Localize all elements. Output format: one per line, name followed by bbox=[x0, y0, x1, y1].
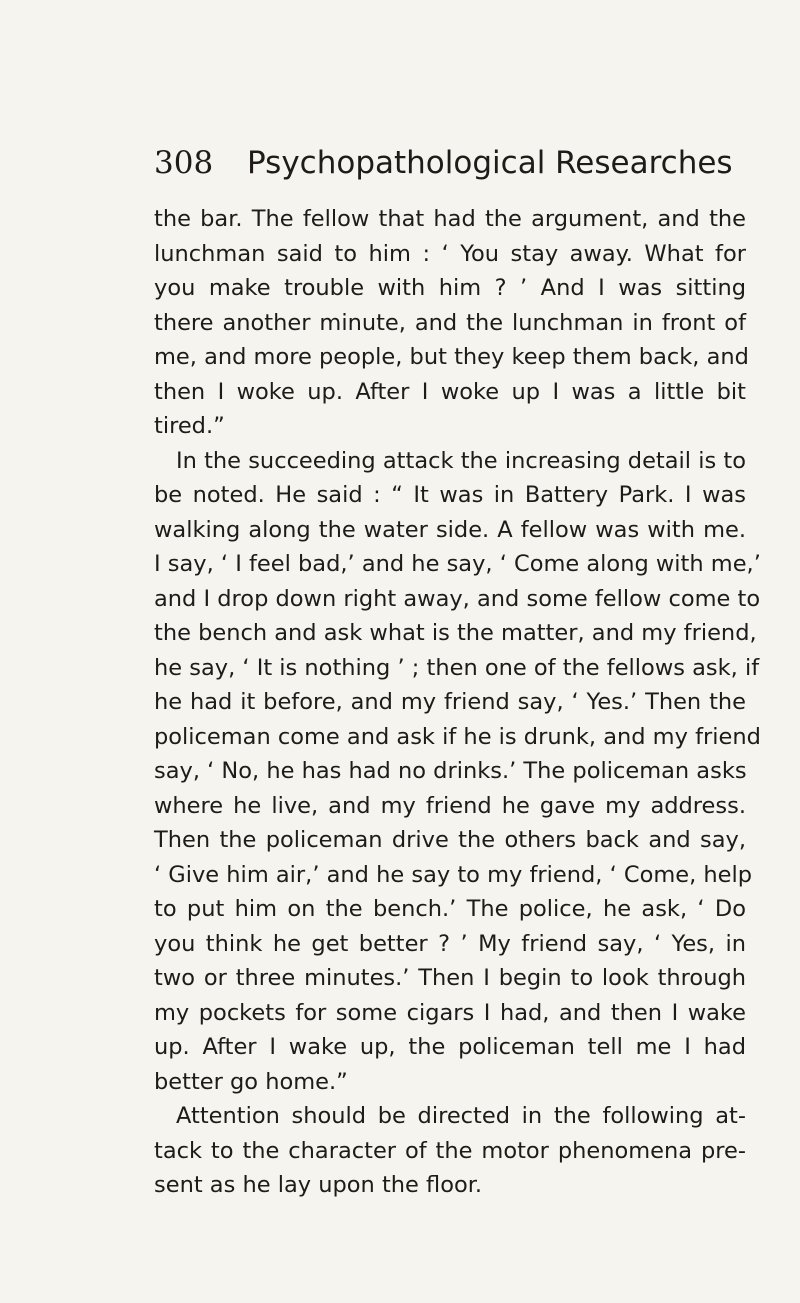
text-line: better go home.” bbox=[154, 1068, 348, 1095]
text-line: you think he get better ? ’ My friend say, ‘ Yes, in bbox=[154, 930, 746, 957]
text-line: tired.” bbox=[154, 413, 225, 439]
text-line: there another minute, and the lunchman in front of bbox=[154, 309, 746, 336]
running-head bbox=[154, 145, 733, 181]
text-line: the bench and ask what is the matter, and my friend, bbox=[154, 620, 757, 646]
text-line: walking along the water side. A fellow was with me. bbox=[154, 516, 746, 543]
text-line: In the succeeding attack the increasing detail is to bbox=[176, 447, 746, 474]
text-line: Then the policeman drive the others back and say, bbox=[154, 827, 746, 853]
text-line: tack to the character of the motor phenomena pre- bbox=[154, 1137, 746, 1164]
text-line: he say, ‘ It is nothing ’ ; then one of the fellows ask, if bbox=[154, 654, 760, 681]
text-line: you make trouble with him ? ’ And I was sitting bbox=[154, 275, 746, 301]
text-line: up. After I wake up, the policeman tell me I had bbox=[154, 1034, 746, 1060]
body-text bbox=[154, 202, 761, 1203]
text-line: be noted. He said : “ It was in Battery Park. I was bbox=[154, 482, 746, 508]
text-line: say, ‘ No, he has had no drinks.’ The policeman asks bbox=[154, 758, 747, 784]
text-line: lunchman said to him : ‘ You stay away. What for bbox=[154, 240, 746, 267]
text-line: two or three minutes.’ Then I begin to look through bbox=[154, 965, 746, 991]
text-line: policeman come and ask if he is drunk, and my friend bbox=[154, 723, 761, 750]
text-line: where he live, and my friend he gave my address. bbox=[154, 792, 746, 819]
text-line: then I woke up. After I woke up I was a little bit bbox=[154, 378, 746, 405]
text-line: sent as he lay upon the floor. bbox=[154, 1172, 483, 1198]
text-line: I say, ‘ I feel bad,’ and he say, ‘ Come along with me,’ bbox=[154, 551, 761, 577]
text-line: and I drop down right away, and some fellow come to bbox=[154, 585, 761, 612]
text-line: to put him on the bench.’ The police, he ask, ‘ Do bbox=[154, 896, 746, 922]
text-line: me, and more people, but they keep them back, and bbox=[154, 344, 749, 370]
text-line: the bar. The fellow that had the argument, and the bbox=[154, 206, 746, 232]
text-line: Attention should be directed in the following at- bbox=[176, 1103, 746, 1129]
text-line: ‘ Give him air,’ and he say to my friend, ‘ Come, help bbox=[154, 861, 753, 888]
text-line: he had it before, and my friend say, ‘ Yes.’ Then the bbox=[154, 689, 746, 715]
text-line: my pockets for some cigars I had, and then I wake bbox=[154, 999, 746, 1026]
book-title: Psychopathological Researches bbox=[247, 145, 733, 181]
page-number: 308 bbox=[154, 145, 214, 181]
